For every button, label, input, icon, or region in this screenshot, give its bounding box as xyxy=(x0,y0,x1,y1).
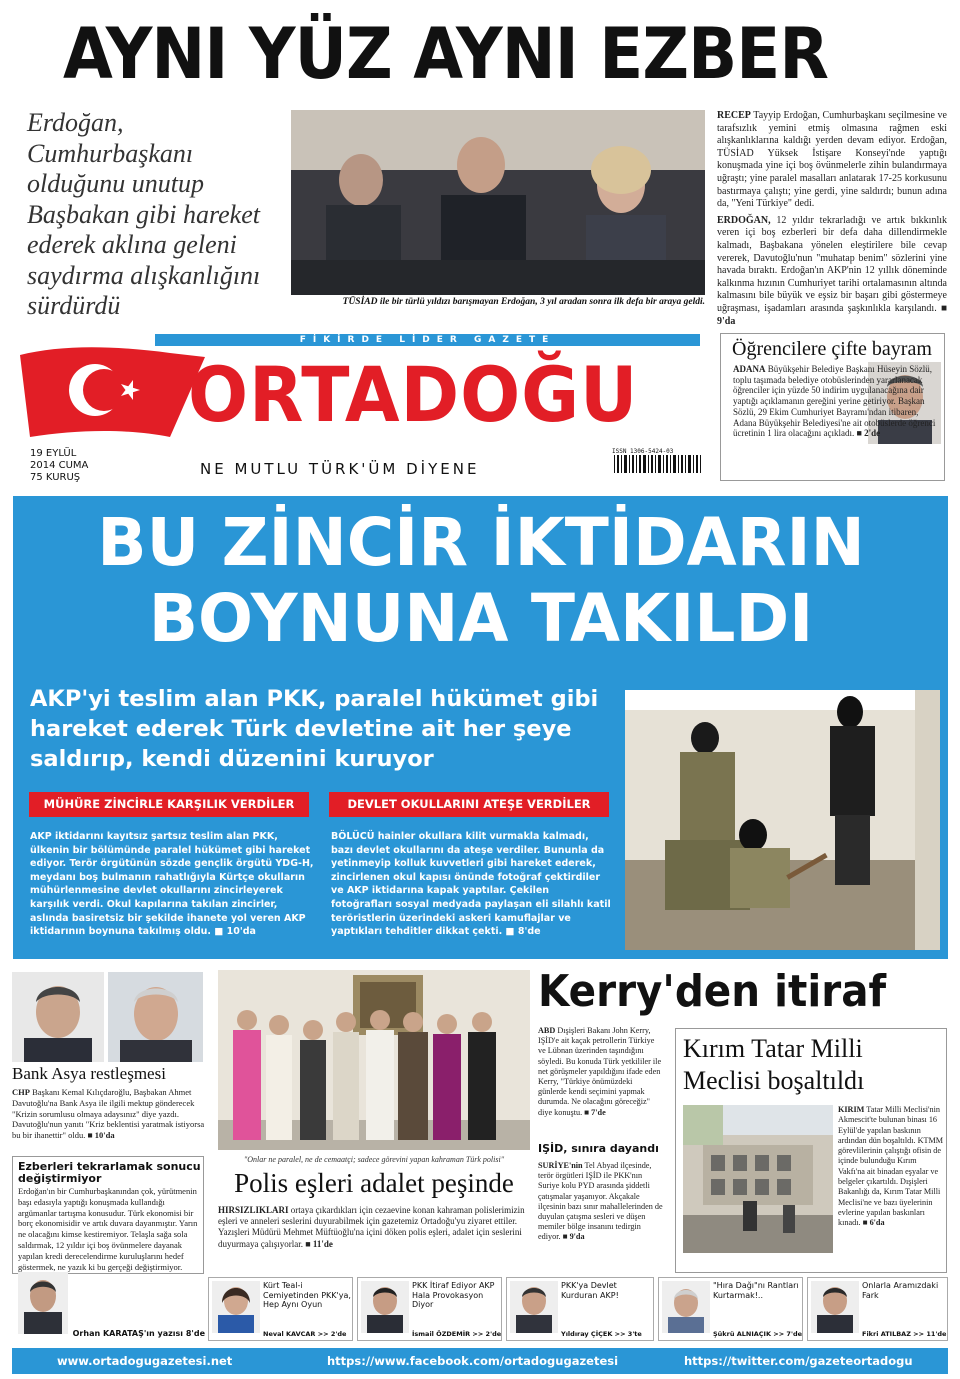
kerry-body xyxy=(538,1026,663,1118)
top-deck: Erdoğan, Cumhurbaşkanı olduğunu unutup Başbakan gibi hareket ederek aklına geleni saydırma alışkanlığını sürdürdü xyxy=(27,108,261,320)
teaser-credit: Fikri ATILBAZ >> 11'de xyxy=(862,1330,947,1338)
columnist-photo xyxy=(510,1281,558,1333)
issn: ISSN 1306-5424-03 xyxy=(612,448,674,455)
paragraph: Tatar Milli Meclisi'nin Akmescit'te bulunan binası 16 Eylül'de yapılan baskının ardından dün boşaltıldı. KTMM görevlilerinin çalıştığı ofisin de içinde bulunduğu Kırım Vakfı'na ait binadan eşyalar ve belgeler çıkartıldı. Dışişleri Bakanlığı da, Kırım Tatar Milli Meclisi'ne ve bazı üyelerinin evlerine yapılan baskınları kınadı. xyxy=(838,1105,944,1228)
polis-caption: "Onlar ne paralel, ne de cemaatçi; sadece görevini yapan kahraman Türk polisi" xyxy=(243,1155,505,1164)
polis-photo xyxy=(218,970,530,1150)
page-ref: ■ 2'de xyxy=(856,428,881,439)
kirim-body xyxy=(838,1105,945,1229)
paragraph: Büyükşehir Belediye Başkanı Hüseyin Sözlü, toplu taşımada belediye otobüslerinden yararlanacak öğrenciler için yüzde 50 indirim uygulanacağına dair yaptığı açıklamanın gereğini yerine getiriyor. Başkan Sözlü, 29 Ekim Cumhuriyet Bayramı'ndan itibaren, Adana Büyükşehir Belediyesi'ne ait otobüslerde öğrenci ücretinin 1 lira olacağını açıkladı. xyxy=(733,364,936,439)
main-story-photo xyxy=(625,690,940,950)
polis-body xyxy=(218,1205,530,1250)
paragraph: 12 yıldır tekrarladığı ve artık bıkkınlık veren içi boş ezberleri bir defa daha dillendirmekle kalmadı, Başbakana yönelen eleştirilere bile cevap vererek, Davutoğlu'nun "muhatap benim" sözlerini yine havada bıraktı. Erdoğan'ın AKP'nin 12 yıllık döneminde kalkınma hızının Cumhuriyet tarihi ortalamasının altında kalmasını bile büyük ve eşsiz bir başarı gibi göstermeye uğraşması, işadamları arasında şaşkınlıkla karşılandı. xyxy=(717,214,947,314)
bayram-body xyxy=(733,364,941,439)
columnist-teaser[interactable] xyxy=(208,1277,353,1341)
teaser-text: Onlarla Aramızdaki Fark xyxy=(862,1281,939,1300)
barcode-icon xyxy=(612,455,704,477)
facebook-link[interactable]: https://www.facebook.com/ortadogugazetesi xyxy=(327,1354,619,1368)
headline-line: BU ZİNCİR İKTİDARIN xyxy=(97,504,865,581)
columnist-photo xyxy=(662,1281,710,1333)
teaser-text: PKK'ya Devlet Kurduran AKP! xyxy=(561,1281,619,1300)
davutoglu-photo xyxy=(12,972,104,1062)
page-ref: ■ 6'da xyxy=(862,1218,885,1228)
page-ref: ■ 11'de xyxy=(305,1238,333,1249)
isid-body xyxy=(538,1161,663,1243)
footer-bar xyxy=(12,1348,948,1374)
kirim-title: Kırım Tatar Milli Meclisi boşaltıldı xyxy=(683,1034,865,1095)
lead-word: CHP xyxy=(12,1087,30,1097)
main-body-right xyxy=(331,830,611,939)
lead-word: ADANA xyxy=(733,364,766,374)
lead-word: RECEP xyxy=(717,110,751,121)
column-body: Erdoğan'ın bir Cumhurbaşkanından çok, yürütmenin başı edasıyla yaptığı konuşmada kullandığı argümanlar tartışma konusudur. Türk ekonomisi bir borç ekonomisidir ve artık duvara dayanmıştır. Yarın ne olacağını kimse kestiremiyor. Telaşla sağa sola saldırmak, 12 yıldır içi boş övünmelere dayanak yapılan kredi derecelendirme kuruluşlarını hedef göstermek, ne yazık ki bu gerçeği değiştirmiyor. xyxy=(18,1186,198,1272)
teaser-credit: İsmail ÖZDEMİR >> 2'de xyxy=(412,1330,502,1338)
paragraph: Başkanı Kemal Kılıçdaroğlu, Başbakan Ahmet Davutoğlu'na Bank Asya ile ilgili mektup gönderecek "Krizin sorumlusu olmaya adaysınız" diye yazdı. Davutoğlu'nun yanıtı "Kriz beklentisi yaratmak istiyorsa bu bir ihanettir" oldu. xyxy=(12,1087,205,1141)
page-ref: ■ 7'de xyxy=(584,1107,606,1117)
headline-line: BOYNUNA TAKILDI xyxy=(148,580,814,657)
paragraph: Dışişleri Bakanı John Kerry, IŞİD'e ait kaçak petrollerin Türkiye ve Lübnan üzerinden taşındığını söyledi. Bu konuda Türk yetkililer ile net görüşmeler yapıldığını ifade eden Kerry, "Türkiye önümüzdeki günlerde kendi seçimini yapmak durumda. Ne olacağını göreceğiz" diye konuştu. xyxy=(538,1026,662,1117)
columnist-teaser[interactable] xyxy=(658,1277,803,1341)
flag-logo xyxy=(20,345,210,437)
polis-title: Polis eşleri adalet peşinde xyxy=(234,1168,514,1198)
isid-title: IŞİD, sınıra dayandı xyxy=(538,1142,659,1155)
kilicdaroglu-photo xyxy=(108,972,203,1062)
paragraph: Tel Abyad ilçesinde, terör örgütleri IŞİD ile PKK'nın Suriye kolu PYD arasında şiddetli çatışmalar yaşanıyor. Akçakale ilçesinin bazı sınır mahallelerinden de duyulan çatışma sesleri ve düşen memiler bölge insanını tedirgin ediyor. xyxy=(538,1161,663,1242)
lead-word: SURİYE'nin xyxy=(538,1161,583,1170)
subhead-label: DEVLET OKULLARINI ATEŞE VERDİLER xyxy=(329,792,609,817)
page-ref: ■ 9'da xyxy=(717,302,947,327)
lead-word: ABD xyxy=(538,1026,556,1035)
main-deck: AKP'yi teslim alan PKK, paralel hükümet gibi hareket ederek Türk devletine ait her şeye saldırıp, kendi düzenini kuruyor xyxy=(30,686,599,772)
teaser-credit: Neval KAVCAR >> 2'de xyxy=(263,1330,347,1338)
columnist-photo xyxy=(361,1281,409,1333)
column-title: Ezberleri tekrarlamak sonucu değiştirmiyor xyxy=(18,1160,201,1185)
lead-word: KIRIM xyxy=(838,1105,865,1114)
page-ref: ■ 10'da xyxy=(87,1130,115,1141)
main-headline xyxy=(34,505,928,657)
teaser-text: PKK İtiraf Ediyor AKP Hala Provokasyon Diyor xyxy=(412,1281,495,1309)
paragraph: ortaya çıkardıkları için cezaevine konan kahraman polislerimizin eşleri ve anneleri seslerini duyurabilmek için gazetemiz Ortadoğu'yu ziyaret ettiler. Yazışleri Müdürü Mehmet Müftüoğlu'na içini döken polis eşleri, adalet için seslerini duyurmaya çalışıyorlar. xyxy=(218,1205,525,1249)
website-link[interactable]: www.ortadogugazetesi.net xyxy=(57,1354,233,1368)
teaser-text: "Hıra Dağı"nı Rantları Kurtarmak!.. xyxy=(713,1281,799,1300)
bank-asya-body xyxy=(12,1087,207,1141)
masthead-motto: FİKİRDE LİDER GAZETE xyxy=(155,334,700,346)
subhead-label: MÜHÜRE ZİNCİRLE KARŞILIK VERDİLER xyxy=(29,792,309,817)
issue-date xyxy=(30,448,140,484)
kirim-photo xyxy=(683,1105,833,1253)
columnist-teaser[interactable] xyxy=(357,1277,502,1341)
newspaper-logo: ORTADOĞU xyxy=(188,350,639,439)
day: 2014 CUMA xyxy=(30,460,89,471)
columnist-photo xyxy=(811,1281,859,1333)
lead-word: ERDOĞAN, xyxy=(717,214,771,226)
kerry-title: Kerry'den itiraf xyxy=(538,966,887,1017)
top-story-photo xyxy=(291,110,705,295)
columnist-teaser[interactable] xyxy=(807,1277,948,1341)
columnist-photo xyxy=(18,1272,68,1334)
bank-asya-title: Bank Asya restleşmesi xyxy=(12,1064,166,1083)
teaser-credit: Yıldıray ÇİÇEK >> 3'te xyxy=(561,1330,642,1338)
masthead-tagline: NE MUTLU TÜRK'ÜM DİYENE xyxy=(200,460,480,478)
top-photo-caption: TÜSİAD ile bir türlü yıldızı barışmayan Erdoğan, 3 yıl aradan sonra ilk defa bir araya geldi. xyxy=(342,297,705,307)
columnist-teaser[interactable] xyxy=(506,1277,654,1341)
price: 75 KURUŞ xyxy=(30,472,81,483)
column-credit: Orhan KARATAŞ'ın yazısı 8'de xyxy=(72,1329,205,1338)
page-ref: ■ 10'da xyxy=(214,926,256,938)
paragraph: BÖLÜCÜ hainler okullara kilit vurmakla kalmadı, bazı devlet okullarını da ateşe verdiler. Bununla da yetinmeyip kolluk kuvvetleri gibi hareket ederek, zincirlenen okul kapısı önünde fotoğraf çektirdiler ve AKP iktidarına kapak yaptılar. Çekilen fotoğrafları sosyal medyada paylaşan eli silahlı katil teröristlerin üzerindeki askeri kamuflajlar ve yaptıkları tehditler dikkat çekti. xyxy=(331,831,611,938)
top-headline: AYNI YÜZ AYNI EZBER xyxy=(62,13,829,95)
main-body-left xyxy=(30,830,315,939)
paragraph: AKP iktidarını kayıtsız şartsız teslim alan PKK, ülkenin bir bölümünde paralel hükümet gibi hareket ediyor. Terör örgütünün sözde gençlik örgütü YDG-H, meydanı boş bulmanın rahatlığıyla Kürtçe okulların mühürlenmesine devlet okullarını zincirleyerek karşılık verdi. Okul kapılarına takılan zincirler, aslında basiretsiz bir şekilde ihanete yol veren AKP iktidarının boynuna takılmış oldu. xyxy=(30,831,314,938)
teaser-credit: Şükrü ALNIAÇIK >> 7'de xyxy=(713,1330,803,1338)
twitter-link[interactable]: https://twitter.com/gazeteortadogu xyxy=(684,1354,913,1368)
page-ref: ■ 8'de xyxy=(505,926,541,938)
bayram-title: Öğrencilere çifte bayram xyxy=(732,338,932,360)
paragraph: Tayyip Erdoğan, Cumhurbaşkanı seçilmesine ve tarafsızlık yemini etmiş olmasına rağmen eski alışkanlıklarına kaldığı yerden devam ediyor. Erdoğan, TÜSİAD Yüksek İstişare Konseyi'nde yaptığı konuşmada yine içi boş övünmelerle zihin bulandırmaya uğraştı; yine paralel masalları anlatarak 17-25 korkusunu bastırmaya çalıştı; yine gerdi, yine saldırdı; bunun adına da, "Yeni Türkiye" dedi. xyxy=(717,110,947,210)
columnist-photo xyxy=(212,1281,260,1333)
teaser-text: Kürt Teal-i Cemiyetinden PKK'ya, Hep Aynı Oyun xyxy=(263,1281,351,1309)
top-story-body xyxy=(717,110,947,332)
date: 19 EYLÜL xyxy=(30,448,77,459)
lead-word: HIRSIZLIKLARI xyxy=(218,1205,289,1215)
page-ref: ■ 9'da xyxy=(562,1232,585,1242)
